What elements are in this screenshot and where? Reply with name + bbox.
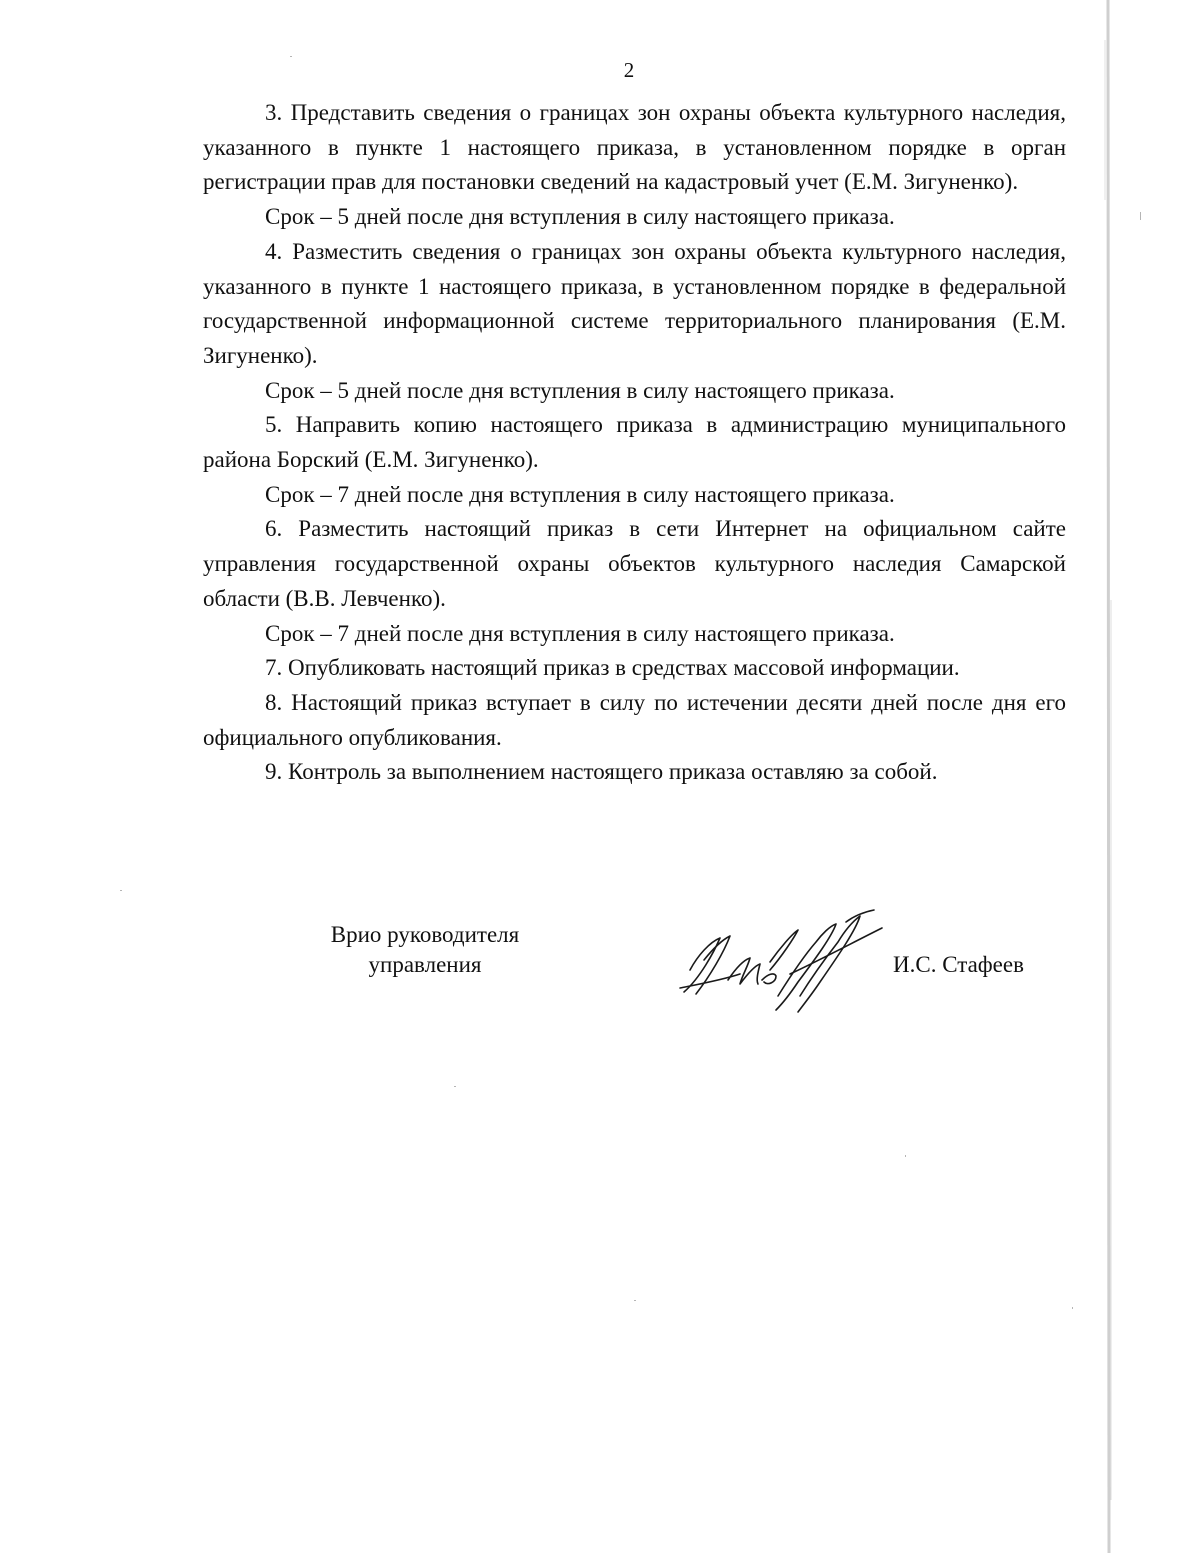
paragraph-deadline-5: Срок – 7 дней после дня вступления в силу настоящего приказа. [265,481,895,507]
scan-speck [1140,212,1141,220]
scan-speck [120,890,122,891]
signatory-position [300,920,550,980]
scan-edge-shadow [1100,0,1114,1553]
scan-speck [290,56,292,57]
handwritten-signature-icon [670,900,890,1020]
paragraph-deadline-3: Срок – 5 дней после дня вступления в силу настоящего приказа. [265,204,895,230]
paragraph-item-8: 8. Настоящий приказ вступает в силу по истечении десяти дней после дня его официального опубликования. [203,689,1066,750]
paragraph-deadline-6: Срок – 7 дней после дня вступления в силу настоящего приказа. [265,620,895,646]
scan-speck [634,1300,636,1301]
signatory-position-line2: управления [368,952,482,977]
scan-speck [454,1086,456,1087]
page-number: 2 [623,58,635,82]
scan-speck [1072,1307,1073,1309]
signatory-position-line1: Врио руководителя [330,922,520,947]
paragraph-deadline-4: Срок – 5 дней после дня вступления в силу настоящего приказа. [265,377,895,403]
paragraph-item-3: 3. Представить сведения о границах зон охраны объекта культурного наследия, указанного в пункте 1 настоящего приказа, в установленном порядке в орган регистрации прав для постановки сведений на кадастровый учет (Е.М. Зигуненко). [203,100,1066,195]
scan-speck [905,1155,906,1157]
paragraph-item-5: 5. Направить копию настоящего приказа в администрацию муниципального района Борский (Е.М. Зигуненко). [203,412,1066,473]
paragraph-item-9: 9. Контроль за выполнением настоящего приказа оставляю за собой. [265,759,938,785]
document-body [203,96,1066,790]
signatory-name: И.С. Стафеев [893,952,1024,977]
paragraph-item-7: 7. Опубликовать настоящий приказ в средствах массовой информации. [265,655,960,681]
paragraph-item-6: 6. Разместить настоящий приказ в сети Интернет на официальном сайте управления государственной охраны объектов культурного наследия Самарской области (В.В. Левченко). [203,516,1066,611]
paragraph-item-4: 4. Разместить сведения о границах зон охраны объекта культурного наследия, указанного в пункте 1 настоящего приказа, в установленном порядке в федеральной государственной информационной системе территориального планирования (Е.М. Зигуненко). [203,238,1066,368]
